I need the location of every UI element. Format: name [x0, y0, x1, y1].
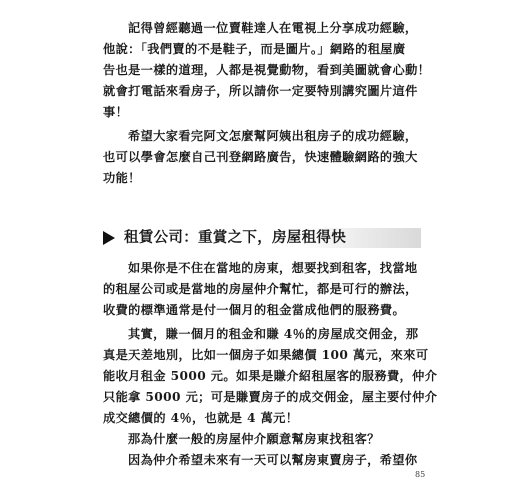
text-line: 功能！ — [103, 171, 141, 185]
triangle-bullet-icon — [103, 231, 115, 245]
text-line: 能收月租金 5000 元。如果是賺介紹租屋客的服務費，仲介 — [103, 369, 438, 383]
page-number: 85 — [415, 470, 426, 479]
text-line: 的租屋公司或是當地的房屋仲介幫忙，都是可行的辦法， — [103, 282, 418, 296]
text-line: 收費的標準通常是付一個月的租金當成他們的服務費。 — [103, 303, 406, 317]
text-line: 真是天差地別，比如一個房子如果總價 100 萬元，來來可 — [103, 348, 429, 362]
text-line: 告也是一樣的道理，人都是視覺動物，看到美圖就會心動！ — [103, 63, 431, 77]
body-text-block — [103, 258, 438, 471]
text-line: 成交總價的 4％，也就是 4 萬元！ — [103, 411, 299, 425]
text-line: 就會打電話來看房子，所以請你一定要特別講究圖片這件 — [103, 84, 418, 98]
section-heading-text: 租賃公司：重賞之下，房屋租得快 — [124, 228, 421, 248]
section-heading — [103, 228, 421, 248]
intro-text-block — [103, 18, 431, 189]
text-line: 那為什麼一般的房屋仲介願意幫房東找租客？ — [128, 432, 380, 446]
text-line: 只能拿 5000 元；可是賺賣房子的成交佣金，屋主要付仲介 — [103, 390, 438, 404]
text-line: 事！ — [103, 105, 129, 119]
text-line: 因為仲介希望未來有一天可以幫房東賣房子，希望你 — [128, 453, 418, 467]
text-line: 也可以學會怎麼自己刊登網路廣告，快速體驗網路的強大 — [103, 150, 418, 164]
text-line: 記得曾經聽過一位賣鞋達人在電視上分享成功經驗， — [128, 21, 418, 35]
text-line: 他說：「我們賣的不是鞋子，而是圖片。」網路的租屋廣 — [103, 42, 406, 56]
text-line: 希望大家看完阿文怎麼幫阿姨出租房子的成功經驗， — [128, 129, 418, 143]
text-line: 其實，賺一個月的租金和賺 4％的房屋成交佣金，那 — [128, 327, 419, 341]
text-line: 如果你是不住在當地的房東，想要找到租客，找當地 — [128, 261, 418, 275]
